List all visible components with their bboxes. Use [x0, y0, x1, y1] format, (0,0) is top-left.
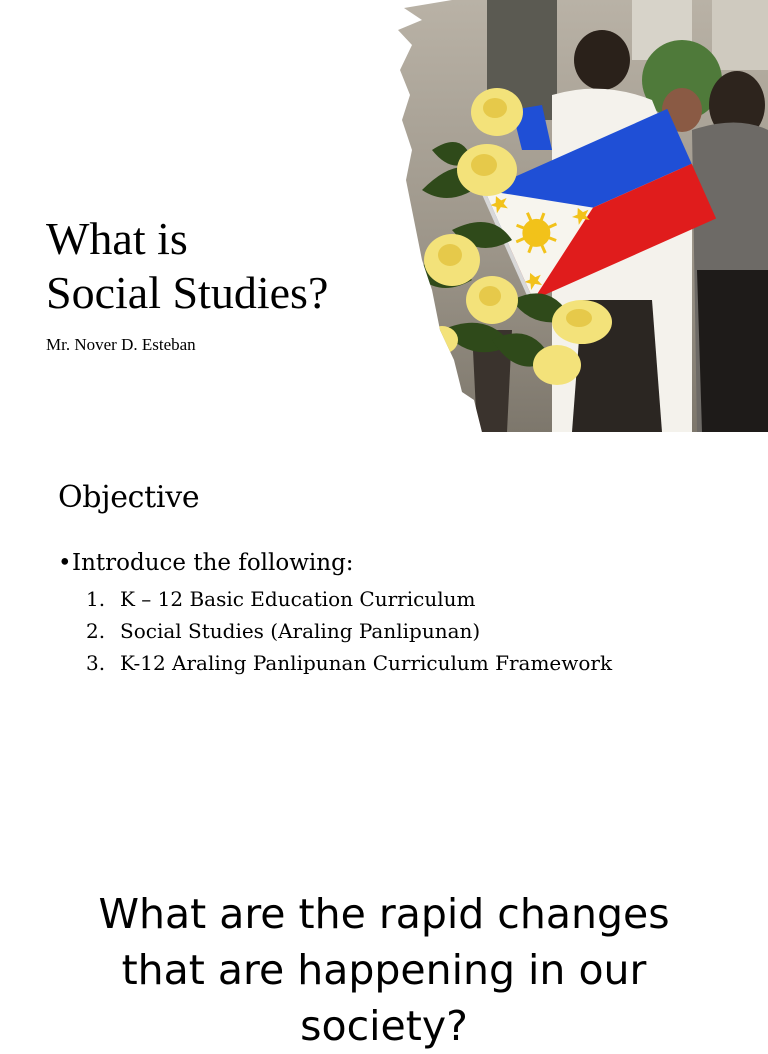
list-item-number: 1. — [86, 587, 106, 611]
question-line-3: society? — [300, 1002, 468, 1050]
title-line-2: Social Studies? — [46, 267, 329, 318]
list-item — [86, 647, 612, 679]
list-item-number: 2. — [86, 619, 106, 643]
title-line-1: What is — [46, 213, 188, 264]
bullet-text: Introduce the following: — [72, 550, 354, 576]
question-slide — [0, 864, 768, 1050]
list-item — [86, 615, 612, 647]
person-head — [574, 30, 630, 90]
list-item-text: Social Studies (Araling Panlipunan) — [120, 619, 481, 643]
list-item-text: K – 12 Basic Education Curriculum — [120, 587, 476, 611]
question-line-2: that are happening in our — [121, 946, 647, 994]
objective-slide — [0, 432, 768, 864]
bullet-icon: • — [58, 550, 72, 576]
author-name: Mr. Nover D. Esteban — [46, 335, 196, 354]
question-line-1: What are the rapid changes — [98, 890, 670, 938]
objective-list — [86, 583, 612, 679]
list-item — [86, 583, 612, 615]
bullet-point — [58, 550, 354, 576]
title-slide — [0, 0, 768, 432]
flag-and-roses-photo — [392, 0, 768, 432]
question-text — [0, 886, 768, 1054]
list-item-number: 3. — [86, 651, 106, 675]
slide-title — [46, 212, 328, 320]
list-item-text: K-12 Araling Panlipunan Curriculum Framework — [120, 651, 613, 675]
objective-heading: Objective — [58, 480, 200, 515]
